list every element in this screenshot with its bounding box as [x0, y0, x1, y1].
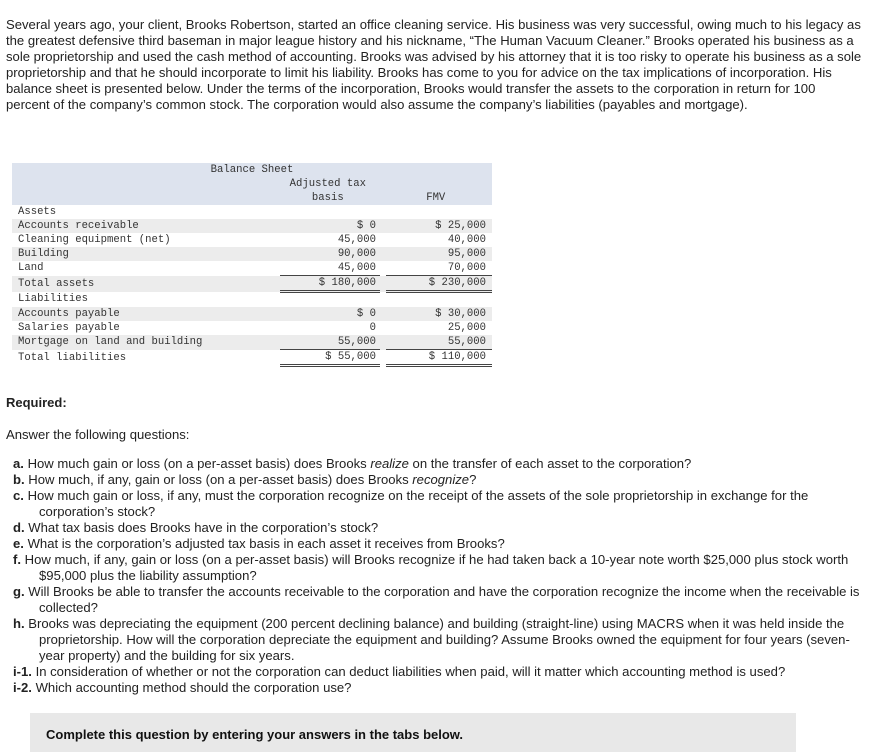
total-assets-basis: $ 180,000 [280, 276, 380, 292]
assets-heading: Assets [18, 206, 57, 218]
asset-basis: 90,000 [280, 247, 380, 261]
question-label: i-1. [13, 664, 32, 679]
question-label: i-2. [13, 680, 32, 695]
question-e: e. What is the corporation’s adjusted tax basis in each asset it receives from Brooks? [13, 536, 505, 551]
basis-header-line2: basis [280, 191, 380, 205]
total-liabilities-row [12, 350, 492, 366]
table-row [12, 307, 492, 321]
table-row [12, 219, 492, 233]
basis-header-line1: Adjusted tax [280, 177, 380, 191]
assets-heading-row [12, 205, 492, 219]
asset-label: Land [18, 262, 44, 275]
question-a: a. How much gain or loss (on a per-asset basis) does Brooks realize on the transfer of each asset to the corporation? [13, 456, 692, 471]
required-heading: Required: [6, 395, 67, 410]
liabilities-heading: Liabilities [18, 293, 88, 306]
balance-sheet-title-row [12, 163, 492, 177]
asset-basis: 45,000 [280, 261, 380, 276]
total-liabilities-basis: $ 55,000 [280, 350, 380, 366]
table-row [12, 233, 492, 247]
liability-label: Mortgage on land and building [12, 335, 280, 350]
question-i-1: i-1. In consideration of whether or not the corporation can deduct liabilities when paid, will it matter which accounting method is used? [13, 664, 786, 679]
question-d: d. What tax basis does Brooks have in the corporation’s stock? [13, 520, 379, 535]
table-row [12, 335, 492, 350]
liability-basis: 0 [369, 322, 376, 334]
asset-fmv: 95,000 [386, 247, 492, 261]
instruction-banner-text: Complete this question by entering your answers in the tabs below. [46, 727, 464, 742]
question-label: c. [13, 488, 24, 503]
asset-basis: $ 0 [280, 219, 380, 233]
asset-fmv: 70,000 [386, 261, 492, 276]
total-liabilities-label: Total liabilities [18, 351, 127, 364]
table-row [12, 261, 492, 276]
balance-sheet-title: Balance Sheet [12, 163, 492, 177]
liability-fmv: 25,000 [447, 322, 486, 334]
liability-fmv: 55,000 [386, 335, 492, 350]
question-label: f. [13, 552, 21, 567]
question-list [13, 456, 863, 696]
question-c: c. How much gain or loss, if any, must the corporation recognize on the receipt of the assets of the sole proprietorship in exchange for the corporation’s stock? [13, 488, 809, 519]
asset-label: Cleaning equipment (net) [18, 234, 171, 246]
balance-sheet [12, 163, 492, 367]
instruction-banner [30, 713, 796, 752]
question-label: b. [13, 472, 25, 487]
question-i-2: i-2. Which accounting method should the corporation use? [13, 680, 352, 695]
balance-sheet-header-row [12, 177, 492, 191]
total-liabilities-fmv: $ 110,000 [386, 350, 492, 366]
table-row [12, 321, 492, 335]
liability-label: Salaries payable [18, 322, 120, 334]
balance-sheet-table [12, 163, 492, 367]
problem-intro: Several years ago, your client, Brooks Robertson, started an office cleaning service. His business was very successful, owing much to his legacy as the greatest defensive third baseman in major league history and his nickname, “The Human Vacuum Cleaner.” Brooks operated his business as a sole proprietorship and used the cash method of accounting. Brooks was advised by his attorney that it is too risky to operate his business as a sole proprietorship and that he should incorporate to limit his liability. Brooks has come to you for advice on the tax implications of incorporation. His balance sheet is presented below. Under the terms of the incorporation, Brooks would transfer the assets to the corporation in return for 100 percent of the company’s common stock. The corporation would also assume the company’s liabilities (payables and mortgage). [6, 17, 862, 112]
question-g: g. Will Brooks be able to transfer the accounts receivable to the corporation and have the corporation recognize the income when the receivable is collected? [13, 584, 860, 615]
total-assets-fmv: $ 230,000 [386, 276, 492, 292]
liability-basis: 55,000 [280, 335, 380, 350]
liability-fmv: $ 30,000 [386, 307, 492, 321]
asset-fmv: $ 25,000 [386, 219, 492, 233]
question-label: d. [13, 520, 25, 535]
fmv-header: FMV [386, 191, 492, 205]
question-f: f. How much, if any, gain or loss (on a per-asset basis) will Brooks recognize if he had taken back a 10-year note worth $25,000 plus stock worth $95,000 plus the liability assumption? [13, 552, 849, 583]
answer-prompt: Answer the following questions: [6, 427, 190, 442]
question-h: h. Brooks was depreciating the equipment (200 percent declining balance) and building (straight-line) using MACRS when it was held inside the proprietorship. How will the corporation depreciate the equipment and building? Assume Brooks owned the equipment for four years (seven-year property) and the building for six years. [13, 616, 850, 663]
asset-fmv: 40,000 [447, 234, 486, 246]
total-assets-label: Total assets [12, 276, 280, 292]
question-label: e. [13, 536, 24, 551]
liability-label: Accounts payable [12, 307, 280, 321]
question-b: b. How much, if any, gain or loss (on a per-asset basis) does Brooks recognize? [13, 472, 477, 487]
asset-label: Building [12, 247, 280, 261]
question-label: a. [13, 456, 24, 471]
asset-basis: 45,000 [337, 234, 376, 246]
question-label: h. [13, 616, 25, 631]
liability-basis: $ 0 [280, 307, 380, 321]
question-label: g. [13, 584, 25, 599]
asset-label: Accounts receivable [12, 219, 280, 233]
table-row [12, 247, 492, 261]
total-assets-row [12, 276, 492, 292]
liabilities-heading-row [12, 292, 492, 308]
